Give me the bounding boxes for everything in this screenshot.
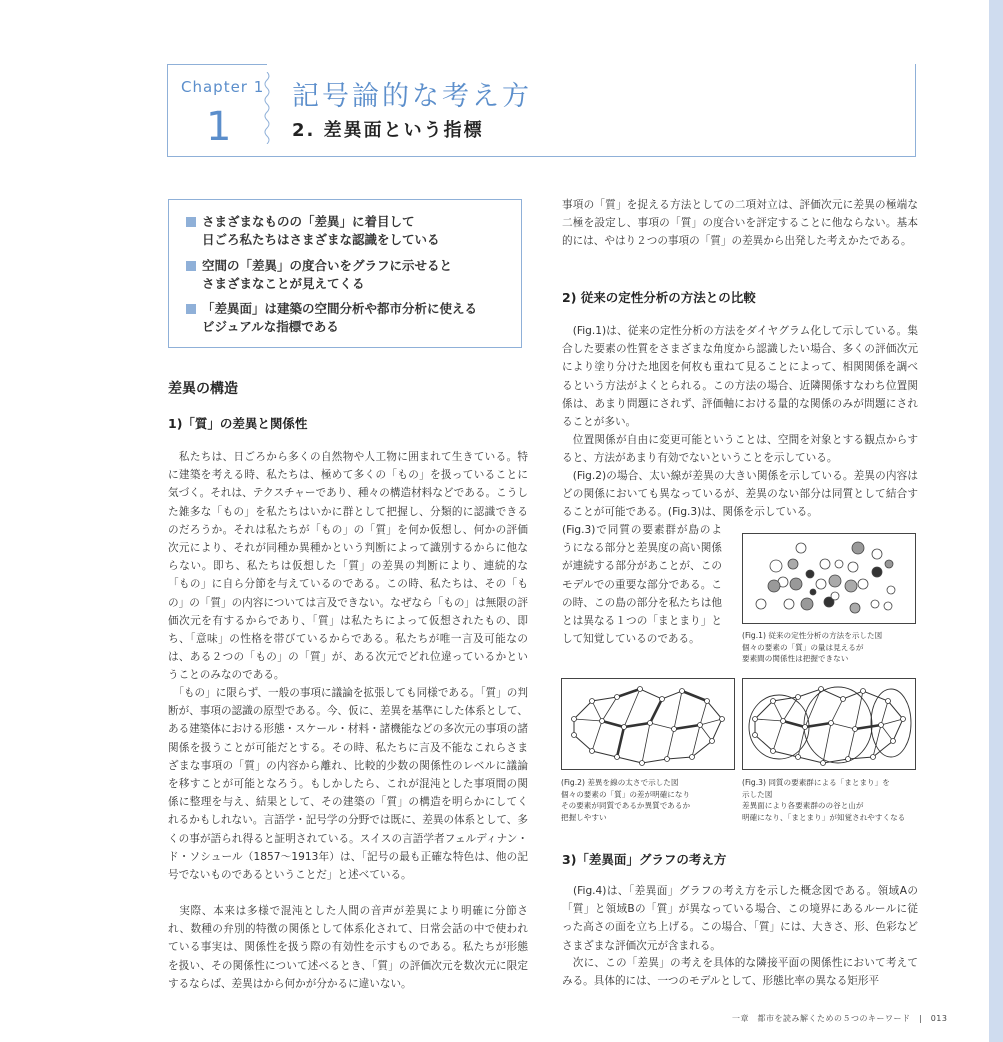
- subsection-heading: 1)「質」の差異と関係性: [168, 416, 308, 431]
- caption-line: (Fig.1) 従来の定性分析の方法を示した図: [742, 631, 883, 640]
- summary-line: 日ごろ私たちはさまざまな認識をしている: [202, 232, 440, 247]
- fig2-network-diagram: [562, 679, 734, 769]
- page-footer: 一章 都市を読み解くための５つのキーワード | 013: [732, 1014, 948, 1023]
- figure-3: [742, 678, 916, 770]
- caption-line: 個々の要素の「質」の量は見えるが: [742, 642, 864, 652]
- caption-line: その要素が同質であるか異質であるか: [561, 801, 691, 810]
- caption-line: 明確になり、「まとまり」が知覚されやすくなる: [742, 812, 906, 822]
- summary-line: さまざまなことが見えてくる: [202, 276, 365, 291]
- caption-line: 個々の要素の「質」の差が明確になり: [561, 789, 691, 799]
- caption-line: 要素間の関係性は把握できない: [742, 654, 849, 663]
- caption-line: 把握しやすい: [561, 812, 607, 822]
- summary-line: ビジュアルな指標である: [202, 319, 339, 334]
- section-heading: 差異の構造: [168, 381, 238, 397]
- body-paragraph: 事項の「質」を捉える方法としての二項対立は、評価次元に差異の極端な二極を設定し、事項の「質」の度合いを評定することに他ならない。基本的には、やはり２つの事項の「質」の差異から出発した考えかたである。: [562, 199, 918, 248]
- bullet-square-icon: [186, 217, 196, 227]
- figure-3-caption: [742, 777, 905, 823]
- body-paragraph: (Fig.2)の場合、太い線が差異の大きい関係を示している。差異の内容はどの関係においても異なっているが、差異のない部分は同質として結合することが可能である。(Fig.3)は、関係を示している。: [562, 470, 918, 519]
- chapter-number: 1: [206, 104, 232, 150]
- body-paragraph: 位置関係が自由に変更可能ということは、空間を対象とする観点からすると、方法があまり有効でないということを示している。: [562, 434, 918, 465]
- summary-line: さまざまなものの「差異」に着目して: [202, 214, 415, 229]
- figure-2: [561, 678, 735, 770]
- body-paragraph: 「もの」に限らず、一般の事項に議論を拡張しても同様である。「質」の判断が、事項の認識の原型である。今、仮に、差異を基準にした体系として、ある建築体における形態・スケール・材料・諸機能などの多次元の事項の諸関係を扱うことが可能だとする。その時、私たちに言及不能なこれらさまざまな事項の「質」の内容から離れ、比較的少数の関係性のレベルに議論を移すことが可能となろう。もしかしたら、これが混沌とした事項間の関係に整理を与え、結果として、その建築の「質」の構造を明らかにしてくれるかもしれない。言語学・記号学の分野では既に、差異の体系として、多くの事が語られ得ると証明されている。スイスの言語学者フェルディナン・ド・ソシュール（1857〜1913年）は、「記号の最も正確な特色は、他の記号でないものであるということだ」と述べている。: [168, 687, 528, 882]
- summary-line: 空間の「差異」の度合いをグラフに示せると: [202, 258, 453, 273]
- figure-2-caption: [561, 777, 690, 823]
- page-edge-strip: [989, 0, 1003, 1042]
- caption-line: (Fig.2) 差異を線の太さで示した図: [561, 778, 679, 787]
- summary-item: [186, 257, 452, 293]
- body-paragraph: (Fig.4)は、「差異面」グラフの考え方を示した概念図である。領域Aの「質」と領域Bの「質」が異なっている場合、この境界にあるルールに従った高さの面を立ち上げる。この場合、「質」には、大きさ、形、色彩などさまざまな評価次元が含まれる。: [562, 885, 918, 952]
- wave-ornament: [262, 72, 272, 144]
- chapter-header-top-rule: [167, 64, 267, 65]
- caption-line: 示した図: [742, 789, 773, 799]
- summary-line: 「差異面」は建築の空間分析や都市分析に使える: [202, 301, 478, 316]
- bullet-square-icon: [186, 304, 196, 314]
- summary-item: [186, 213, 440, 249]
- body-paragraph: 実際、本来は多様で混沌とした人間の音声が差異により明確に分節され、数種の弁別的特徴の関係として体系化されて、日常会話の中で使われている事実は、関係性を扱う際の有効性を示すものである。私たちが形態を扱い、その関係性について述べるとき、「質」の評価次元を数次元に限定するならば、差異はから何かが分かるに違いない。: [168, 905, 528, 990]
- caption-line: 差異面により各要素群のの谷と山が: [742, 801, 864, 810]
- summary-item: [186, 300, 477, 336]
- body-paragraph: 次に、この「差異」の考えを具体的な隣接平面の関係性において考えてみる。具体的には、一つのモデルとして、形態比率の異なる矩形平: [562, 957, 918, 988]
- caption-line: (Fig.3) 同質の要素群による「まとまり」を: [742, 778, 890, 787]
- chapter-header-frame: [167, 64, 916, 157]
- fig3-cluster-diagram: [743, 679, 915, 769]
- page-title: 記号論的な考え方: [292, 81, 532, 112]
- subsection-heading: 2) 従来の定性分析の方法との比較: [562, 290, 756, 305]
- subsection-heading: 3)「差異面」グラフの考え方: [562, 852, 727, 867]
- figure-1-caption: [742, 630, 882, 665]
- figure-1: [742, 533, 916, 624]
- body-paragraph: (Fig.1)は、従来の定性分析の方法をダイヤグラム化して示している。集合した要素の性質をさまざまな角度から認識したい場合、多くの評価次元により塗り分けた地図を何枚も重ねて見ることによって、相関関係を調べるという方法がよくとられる。この方法の場合、近隣関係すなわち位置関係は、あまり問題にされず、評価軸における量的な関係のみが問題にされることが多い。: [562, 325, 918, 429]
- bullet-square-icon: [186, 261, 196, 271]
- body-paragraph: (Fig.3)で同質の要素群が島のようになる部分と差異度の高い関係が連続する部分があことが、このモデルでの重要な部分である。この時、この島の部分を私たちは他とは異なる１つの「まとまり」として知覚しているのである。: [562, 524, 722, 646]
- chapter-label: Chapter 1: [181, 78, 265, 96]
- fig1-dots-diagram: [743, 534, 915, 623]
- body-paragraph: 私たちは、日ごろから多くの自然物や人工物に囲まれて生きている。特に建築を考える時、私たちは、極めて多くの「もの」を扱っていることに気づく。それは、テクスチャーであり、種々の構造材料などである。こうした雑多な「もの」を私たちはいかに群として把握し、分類的に認識できるのだろうか。それは私たちが「もの」の「質」を何か仮想し、何かの評価次元により、それが同種か異種かという判断によって識別するからに他ならない。即ち、私たちは仮想した「質」の差異の判断により、連続的な「もの」に自ら分節を与えているのである。この時、私たちは、その「もの」の「質」の内容については言及できない。なぜなら「もの」は無限の評価次元を有するからであり、「質」は私たちによって仮想されたもの、即ち、「意味」の性格を帯びているからである。私たちが唯一言及可能なのは、ある２つの「もの」の「質」が、ある次元でどれ位違っているかということのみなのである。: [168, 451, 528, 682]
- page-subtitle: 2. 差異面という指標: [292, 120, 484, 141]
